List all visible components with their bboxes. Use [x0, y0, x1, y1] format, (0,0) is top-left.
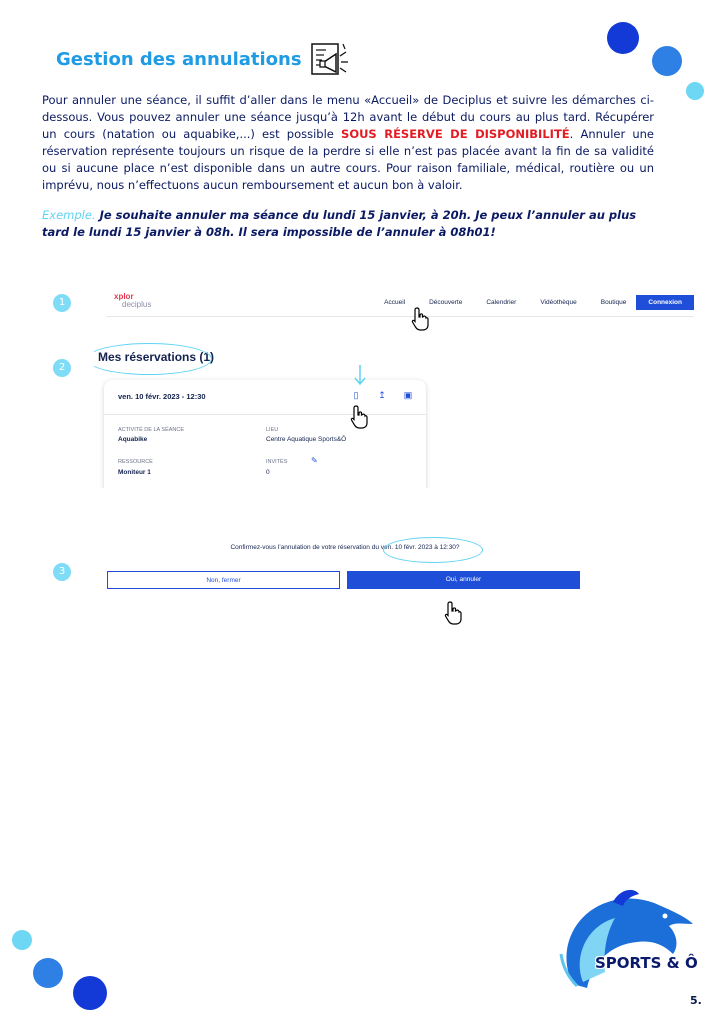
guests-label: INVITÉS: [266, 459, 288, 465]
brand-name: SPORTS & Ô: [595, 954, 698, 972]
decor-dot-top-light: [686, 82, 704, 100]
intro-text-after: . Annuler une réservation représente toujours un risque de la perdre si elle n’est pas placée avant la fin de sa validité ou si aucune place n’est disponible dans un autre cours. Pour raison familiale, médical, routière ou un imprévu, nous n’effectuons aucun remboursement et aucun bon à valoir.: [42, 127, 655, 192]
xplor-deciplus-logo: [114, 293, 151, 309]
sports-and-o-logo: [553, 884, 698, 996]
place-value: Centre Aquatique Sports&Ô: [266, 436, 347, 443]
reservation-date: ven. 10 févr. 2023 - 12:30: [118, 392, 206, 401]
highlight-oval: [383, 537, 483, 563]
logo-xplor: xplor: [114, 292, 134, 301]
step-badge-1: 1: [53, 294, 71, 312]
resource-label: RESSOURCE: [118, 459, 153, 465]
decor-dot-top-mid: [652, 46, 682, 76]
resource-value: Moniteur 1: [118, 469, 151, 476]
reservations-screenshot: [94, 338, 438, 488]
intro-paragraph: [42, 92, 654, 194]
reservation-card: [104, 380, 426, 488]
highlight-oval: [94, 343, 215, 375]
page-number: 5.: [690, 994, 702, 1007]
step-badge-3: 3: [53, 563, 71, 581]
connexion-button[interactable]: Connexion: [636, 295, 694, 310]
reservations-title: Mes réservations (1): [98, 350, 215, 364]
logo-deciplus: deciplus: [122, 300, 152, 309]
guests-value: 0: [266, 469, 270, 476]
intro-text-before: Pour annuler une séance, il suffit d’aller dans le menu «Accueil» de Deciplus et suivre les démarches ci-dessous. Vous pouvez annuler une séance jusqu’à 12h avant le début du cours au plus tard. Récupérer un cours (natation ou aquabike,...) est possible: [42, 93, 654, 141]
hand-cursor-icon: [349, 404, 371, 430]
edit-guests-icon[interactable]: ✎: [311, 456, 318, 465]
activity-value: Aquabike: [118, 436, 148, 443]
decor-dot-bottom-light: [12, 930, 32, 950]
nav-link-decouverte[interactable]: Découverte: [429, 299, 463, 306]
megaphone-document-icon: [310, 40, 352, 78]
nav-link-videotheque[interactable]: Vidéothèque: [540, 299, 577, 306]
deciplus-nav-bar: [106, 290, 694, 317]
title-row: [56, 40, 352, 78]
place-label: LIEU: [266, 427, 279, 433]
confirm-question: Confirmez-vous l’annulation de votre réservation du ven. 10 févr. 2023 à 12:30?: [230, 544, 460, 551]
example-paragraph: [42, 207, 662, 241]
dolphin-icon: [553, 884, 695, 996]
calendar-add-icon[interactable]: ▣: [403, 390, 413, 400]
hand-cursor-icon: [443, 600, 465, 626]
confirm-cancel-button[interactable]: Oui, annuler: [347, 571, 580, 589]
card-actions: [350, 390, 414, 401]
nav-link-boutique[interactable]: Boutique: [600, 299, 627, 306]
delete-icon[interactable]: ▯: [353, 390, 359, 400]
activity-label: ACTIVITÉ DE LA SÉANCE: [118, 427, 185, 433]
example-label: Exemple.: [42, 208, 96, 222]
availability-warning: SOUS RÉSERVE DE DISPONIBILITÉ: [341, 127, 570, 141]
card-divider: [104, 414, 426, 415]
share-icon[interactable]: ↥: [378, 390, 386, 400]
hand-cursor-icon: [410, 306, 432, 332]
nav-link-accueil[interactable]: Accueil: [384, 299, 406, 306]
nav-link-calendrier[interactable]: Calendrier: [486, 299, 517, 306]
cancel-close-button[interactable]: Non, fermer: [107, 571, 340, 589]
page-title: Gestion des annulations: [56, 48, 302, 70]
decor-dot-top-dark: [607, 22, 639, 54]
arrow-down-icon: [354, 364, 366, 386]
example-text: Je souhaite annuler ma séance du lundi 15 janvier, à 20h. Je peux l’annuler au plus tard le lundi 15 janvier à 08h. Il sera impossible de l’annuler à 08h01!: [42, 208, 637, 239]
decor-dot-bottom-mid: [33, 958, 63, 988]
decor-dot-bottom-dark: [73, 976, 107, 1010]
step-badge-2: 2: [53, 359, 71, 377]
